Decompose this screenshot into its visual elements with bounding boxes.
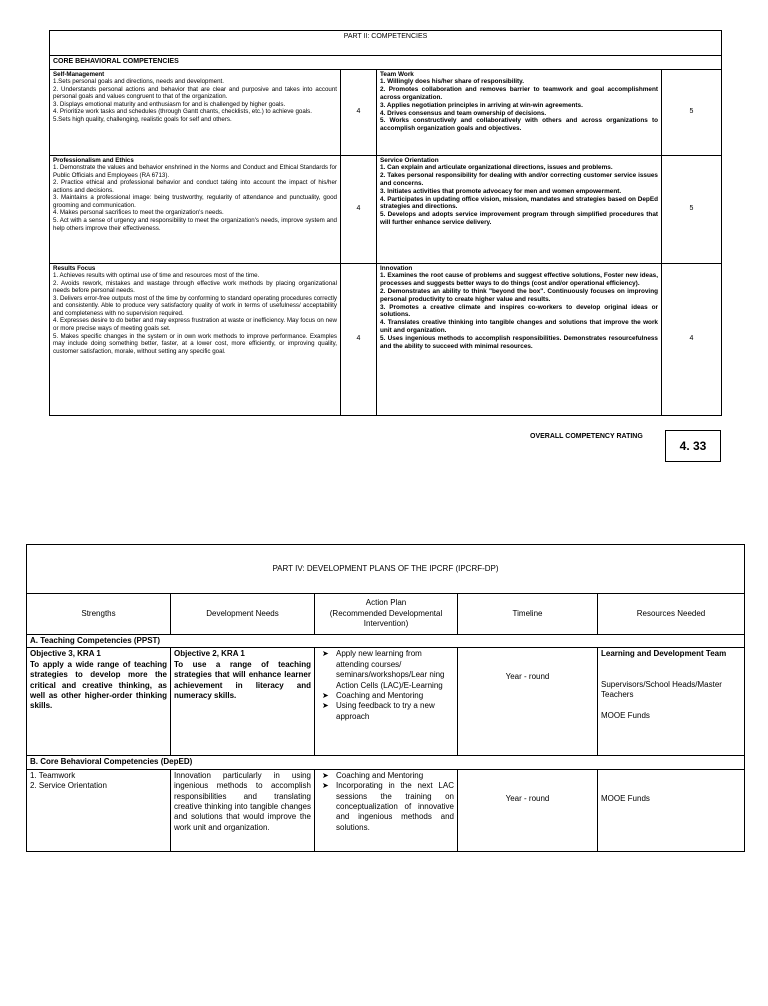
- section-b-needs: Innovation particularly in using ingenious methods to accomplish responsibilities and translating creative thinking into tangible changes and solutions that would improve the work unit and organization.: [171, 769, 315, 851]
- competency-item: 1. Demonstrate the values and behavior enshrined in the Norms and Conduct and Ethical Standards for Public Officials and Employees (RA 6713).: [53, 164, 337, 179]
- section-b-label: B. Core Behavioral Competencies (DepED): [27, 756, 745, 769]
- competency-item: 3. Maintains a professional image: being trustworthy, regularity of attendance and punctuality, good grooming and communication.: [53, 194, 337, 209]
- section-a-strengths: [27, 648, 171, 756]
- competency-item: 1. Examines the root cause of problems and suggest effective solutions, Foster new ideas, processes and suggests better ways to do things (cost and/or operational efficiency).: [380, 272, 658, 288]
- competency-item: 4. Drives consensus and team ownership of decisions.: [380, 109, 547, 117]
- competency-title: Professionalism and Ethics: [53, 156, 134, 164]
- col-action-plan: [315, 594, 458, 635]
- competency-item: 3. Delivers error-free outputs most of the time by conforming to standard operating procedures correctly and consistently. Able to produce very satisfactory quality of work in terms of usefulness/ acceptability and completeness with no supervision required.: [53, 294, 337, 317]
- competency-title: Self-Management: [53, 70, 105, 78]
- competency-item: 2. Understands personal actions and behavior that are clear and purposive and takes into account personal goals and values congruent to that of the organization.: [53, 85, 337, 101]
- arrow-bullet-icon: ➤: [322, 649, 329, 659]
- competency-results-focus: [50, 263, 341, 415]
- action-text: Coaching and Mentoring: [336, 770, 424, 780]
- arrow-bullet-icon: ➤: [322, 770, 329, 780]
- competency-professionalism: [50, 155, 341, 263]
- rating-professionalism: 4: [341, 155, 377, 263]
- section-a-label: A. Teaching Competencies (PPST): [27, 635, 745, 648]
- action-item: [318, 691, 454, 701]
- section-a-resources: [598, 648, 745, 756]
- col-timeline: Timeline: [458, 594, 598, 635]
- competency-item: 3. Promotes a creative climate and inspires co-workers to develop original ideas or solutions.: [380, 303, 658, 319]
- competency-innovation: [377, 263, 662, 415]
- action-text: Using feedback to try a new approach: [336, 701, 435, 721]
- arrow-bullet-icon: ➤: [322, 701, 329, 711]
- action-plan-line: Action Plan: [365, 598, 407, 608]
- arrow-bullet-icon: ➤: [322, 690, 329, 700]
- overall-rating-label: OVERALL COMPETENCY RATING: [530, 433, 643, 440]
- competency-title: Innovation: [380, 264, 413, 272]
- competency-item: 3. Displays emotional maturity and enthusiasm for and is challenged by higher goals.: [53, 100, 286, 108]
- competency-item: 5. Makes specific changes in the system or in own work methods to improve performance. Examples may include doing something better, faster, at a lower cost, more efficiently, or improving quality, customer satisfaction, morale, without setting any specific goal.: [53, 332, 337, 355]
- competency-item: 2. Demonstrates an ability to think "beyond the box". Continuously focuses on improving personal productivity to create higher value and results.: [380, 287, 658, 303]
- competency-self-management: [50, 69, 341, 155]
- col-strengths: Strengths: [27, 594, 171, 635]
- rating-innovation: 4: [662, 263, 722, 415]
- strength-item: 1. Teamwork: [30, 770, 76, 780]
- action-item: [318, 701, 454, 722]
- competency-item: 4. Participates in updating office vision, mission, mandates and strategies based on DepEd strategies and directions.: [380, 195, 658, 211]
- competency-item: 1. Achieves results with optimal use of time and resources most of the time.: [53, 272, 260, 280]
- strength-text: To apply a wide range of teaching strategies to develop more the critical and creative thinking, as well as other higher-order thinking skills.: [30, 659, 167, 711]
- competency-item: 1. Willingly does his/her share of responsibility.: [380, 78, 525, 86]
- strength-item: 2. Service Orientation: [30, 781, 107, 791]
- action-text: Apply new learning from attending courses/ seminars/workshops/Lear ning Action Cells (LAC)/E-Learning: [336, 649, 445, 690]
- overall-rating-value: 4. 33: [665, 430, 721, 462]
- rating-team-work: 5: [662, 69, 722, 155]
- competency-item: 5. Develops and adopts service improvement program through simplified procedures that will further enhance service delivery.: [380, 211, 658, 227]
- competency-item: 2. Promotes collaboration and removes barrier to teamwork and goal accomplishment across organization.: [380, 86, 658, 101]
- rating-service-orientation: 5: [662, 155, 722, 263]
- need-text: To use a range of teaching strategies that will enhance learner achievement in literacy and numeracy skills.: [174, 659, 311, 700]
- competency-item: 2. Avoids rework, mistakes and wastage through effective work methods by placing organizational needs before personal needs.: [53, 279, 337, 295]
- section-b-timeline: Year - round: [458, 769, 598, 851]
- competency-title: Results Focus: [53, 264, 96, 272]
- rating-results-focus: 4: [341, 263, 377, 415]
- action-text: Incorporating in the next LAC sessions the training on conceptualization of innovative and ingenious methods and solutions.: [336, 781, 454, 832]
- competency-item: 3. Initiates activities that promote advocacy for men and women empowerment.: [380, 187, 622, 195]
- competency-item: 2. Takes personal responsibility for dealing with and/or correcting customer service issues and concerns.: [380, 172, 658, 187]
- need-objective: Objective 2, KRA 1: [174, 649, 245, 659]
- action-plan-line: Intervention): [363, 619, 409, 629]
- col-development-needs: Development Needs: [171, 594, 315, 635]
- competencies-table: [49, 30, 722, 416]
- section-b-resources: MOOE Funds: [598, 769, 745, 851]
- competency-item: 1. Can explain and articulate organizational directions, issues and problems.: [380, 164, 613, 172]
- competency-item: 5. Works constructively and collaboratively with others and across organizations to accomplish organization goals and objectives.: [380, 117, 658, 133]
- competency-item: 1.Sets personal goals and directions, needs and development.: [53, 78, 224, 86]
- action-item: [318, 771, 454, 781]
- col-resources: Resources Needed: [598, 594, 745, 635]
- action-item: [318, 781, 454, 833]
- part4-title: PART IV: DEVELOPMENT PLANS OF THE IPCRF (IPCRF-DP): [27, 545, 745, 594]
- competency-item: 4. Prioritize work tasks and schedules (through Gantt chants, checklists, etc.) to achieve goals.: [53, 108, 312, 116]
- resource-item: Learning and Development Team: [601, 649, 727, 659]
- competency-item: 4. Makes personal sacrifices to meet the organization's needs.: [53, 209, 224, 217]
- competency-item: 4. Translates creative thinking into tangible changes and solutions that improve the work unit and organization.: [380, 319, 658, 335]
- resource-item: Supervisors/School Heads/Master Teachers: [601, 679, 722, 700]
- arrow-bullet-icon: ➤: [322, 781, 329, 791]
- resource-item: MOOE Funds: [601, 710, 650, 720]
- rating-self-management: 4: [341, 69, 377, 155]
- competency-item: 3. Applies negotiation principles in arriving at win-win agreements.: [380, 101, 583, 109]
- section-a-needs: [171, 648, 315, 756]
- strength-objective: Objective 3, KRA 1: [30, 649, 101, 659]
- section-b-strengths: [27, 769, 171, 851]
- section-a-actions: [315, 648, 458, 756]
- competency-item: 4. Expresses desire to do better and may express frustration at waste or inefficiency. May focus on new or more precise ways of meeting goals set.: [53, 317, 337, 333]
- section-a-timeline: Year - round: [458, 648, 598, 756]
- action-plan-line: (Recommended Developmental: [329, 608, 443, 618]
- competency-item: 5.Sets high quality, challenging, realistic goals for self and others.: [53, 115, 232, 123]
- action-item: [318, 649, 454, 691]
- part2-title: PART II: COMPETENCIES: [50, 31, 722, 56]
- development-plan-table: [26, 544, 745, 852]
- competency-item: 5. Act with a sense of urgency and responsibility to meet the organization's needs, improve system and help others improve their effectiveness.: [53, 217, 337, 232]
- action-text: Coaching and Mentoring: [336, 690, 424, 700]
- competency-title: Team Work: [380, 70, 414, 78]
- competency-service-orientation: [377, 155, 662, 263]
- section-b-actions: [315, 769, 458, 851]
- competency-item: 5. Uses ingenious methods to accomplish responsibilities. Demonstrates resourcefulness and the ability to succeed with minimal resources.: [380, 334, 658, 350]
- competency-title: Service Orientation: [380, 156, 439, 164]
- competency-item: 2. Practice ethical and professional behavior and conduct taking into account the impact of his/her actions and decisions.: [53, 179, 337, 194]
- competency-team-work: [377, 69, 662, 155]
- core-behavioral-header: CORE BEHAVIORAL COMPETENCIES: [50, 56, 722, 70]
